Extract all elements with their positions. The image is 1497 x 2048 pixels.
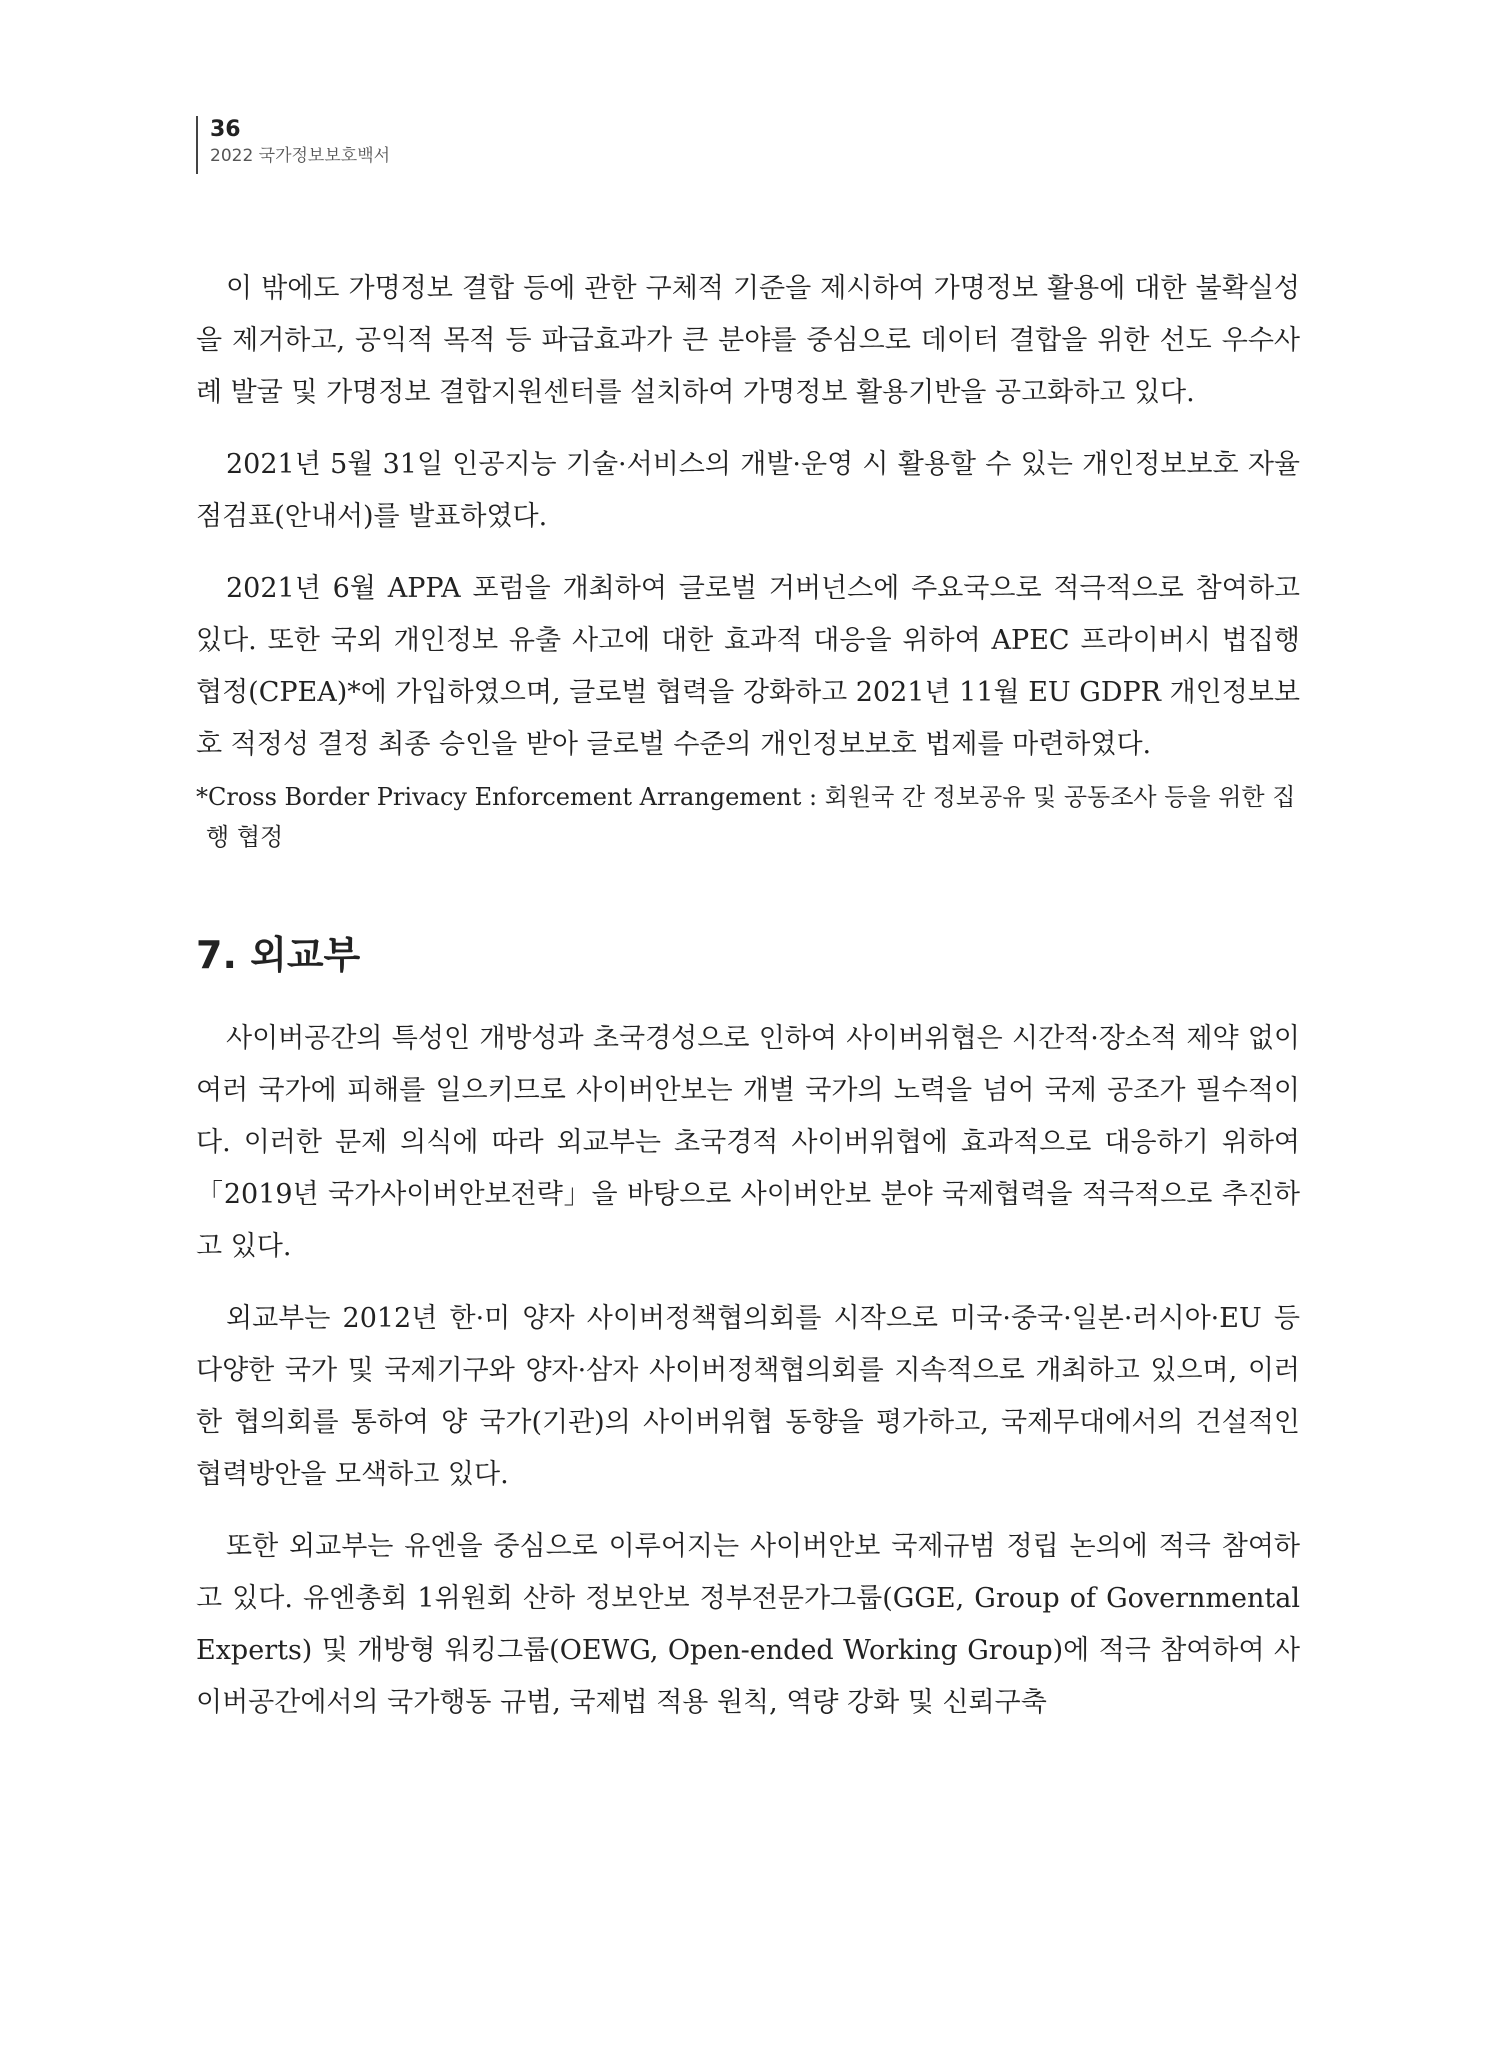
page-header	[196, 116, 390, 174]
page-number: 36	[210, 117, 241, 142]
paragraph-pseudonymization: 이 밖에도 가명정보 결합 등에 관한 구체적 기준을 제시하여 가명정보 활용에 대한 불확실성을 제거하고, 공익적 목적 등 파급효과가 큰 분야를 중심으로 데이터 결합을 위한 선도 우수사례 발굴 및 가명정보 결합지원센터를 설치하여 가명정보 활용기반을 공고화하고 있다.	[196, 273, 1300, 408]
section-title: 7. 외교부	[196, 933, 361, 977]
page-body	[196, 263, 1300, 1749]
footnote-cpea: *Cross Border Privacy Enforcement Arrangement : 회원국 간 정보공유 및 공동조사 등을 위한 집행 협정	[196, 783, 1296, 851]
paragraph-appa-forum: 2021년 6월 APPA 포럼을 개최하여 글로벌 거버넌스에 주요국으로 적극적으로 참여하고 있다. 또한 국외 개인정보 유출 사고에 대한 효과적 대응을 위하여 APEC 프라이버시 법집행 협정(CPEA)*에 가입하였으며, 글로벌 협력을 강화하고 2021년 11월 EU GDPR 개인정보보호 적정성 결정 최종 승인을 받아 글로벌 수준의 개인정보보호 법제를 마련하였다.	[196, 573, 1300, 760]
paragraph-cyber-cooperation: 사이버공간의 특성인 개방성과 초국경성으로 인하여 사이버위협은 시간적·장소적 제약 없이 여러 국가에 피해를 일으키므로 사이버안보는 개별 국가의 노력을 넘어 국제 공조가 필수적이다. 이러한 문제 의식에 따라 외교부는 초국경적 사이버위협에 효과적으로 대응하기 위하여 「2019년 국가사이버안보전략」을 바탕으로 사이버안보 분야 국제협력을 적극적으로 추진하고 있다.	[196, 1023, 1300, 1262]
book-title: 2022 국가정보보호백서	[210, 146, 391, 166]
paragraph-ai-checklist: 2021년 5월 31일 인공지능 기술·서비스의 개발·운영 시 활용할 수 있는 개인정보보호 자율점검표(안내서)를 발표하였다.	[196, 449, 1300, 532]
paragraph-un-norms: 또한 외교부는 유엔을 중심으로 이루어지는 사이버안보 국제규범 정립 논의에 적극 참여하고 있다. 유엔총회 1위원회 산하 정보안보 정부전문가그룹(GGE, Group of Governmental Experts) 및 개방형 워킹그룹(OEWG, Open-ended Working Group)에 적극 참여하여 사이버공간에서의 국가행동 규범, 국제법 적용 원칙, 역량 강화 및 신뢰구축	[196, 1531, 1300, 1718]
paragraph-policy-consultations: 외교부는 2012년 한·미 양자 사이버정책협의회를 시작으로 미국·중국·일본·러시아·EU 등 다양한 국가 및 국제기구와 양자·삼자 사이버정책협의회를 지속적으로 개최하고 있으며, 이러한 협의회를 통하여 양 국가(기관)의 사이버위협 동향을 평가하고, 국제무대에서의 건설적인 협력방안을 모색하고 있다.	[196, 1303, 1300, 1490]
